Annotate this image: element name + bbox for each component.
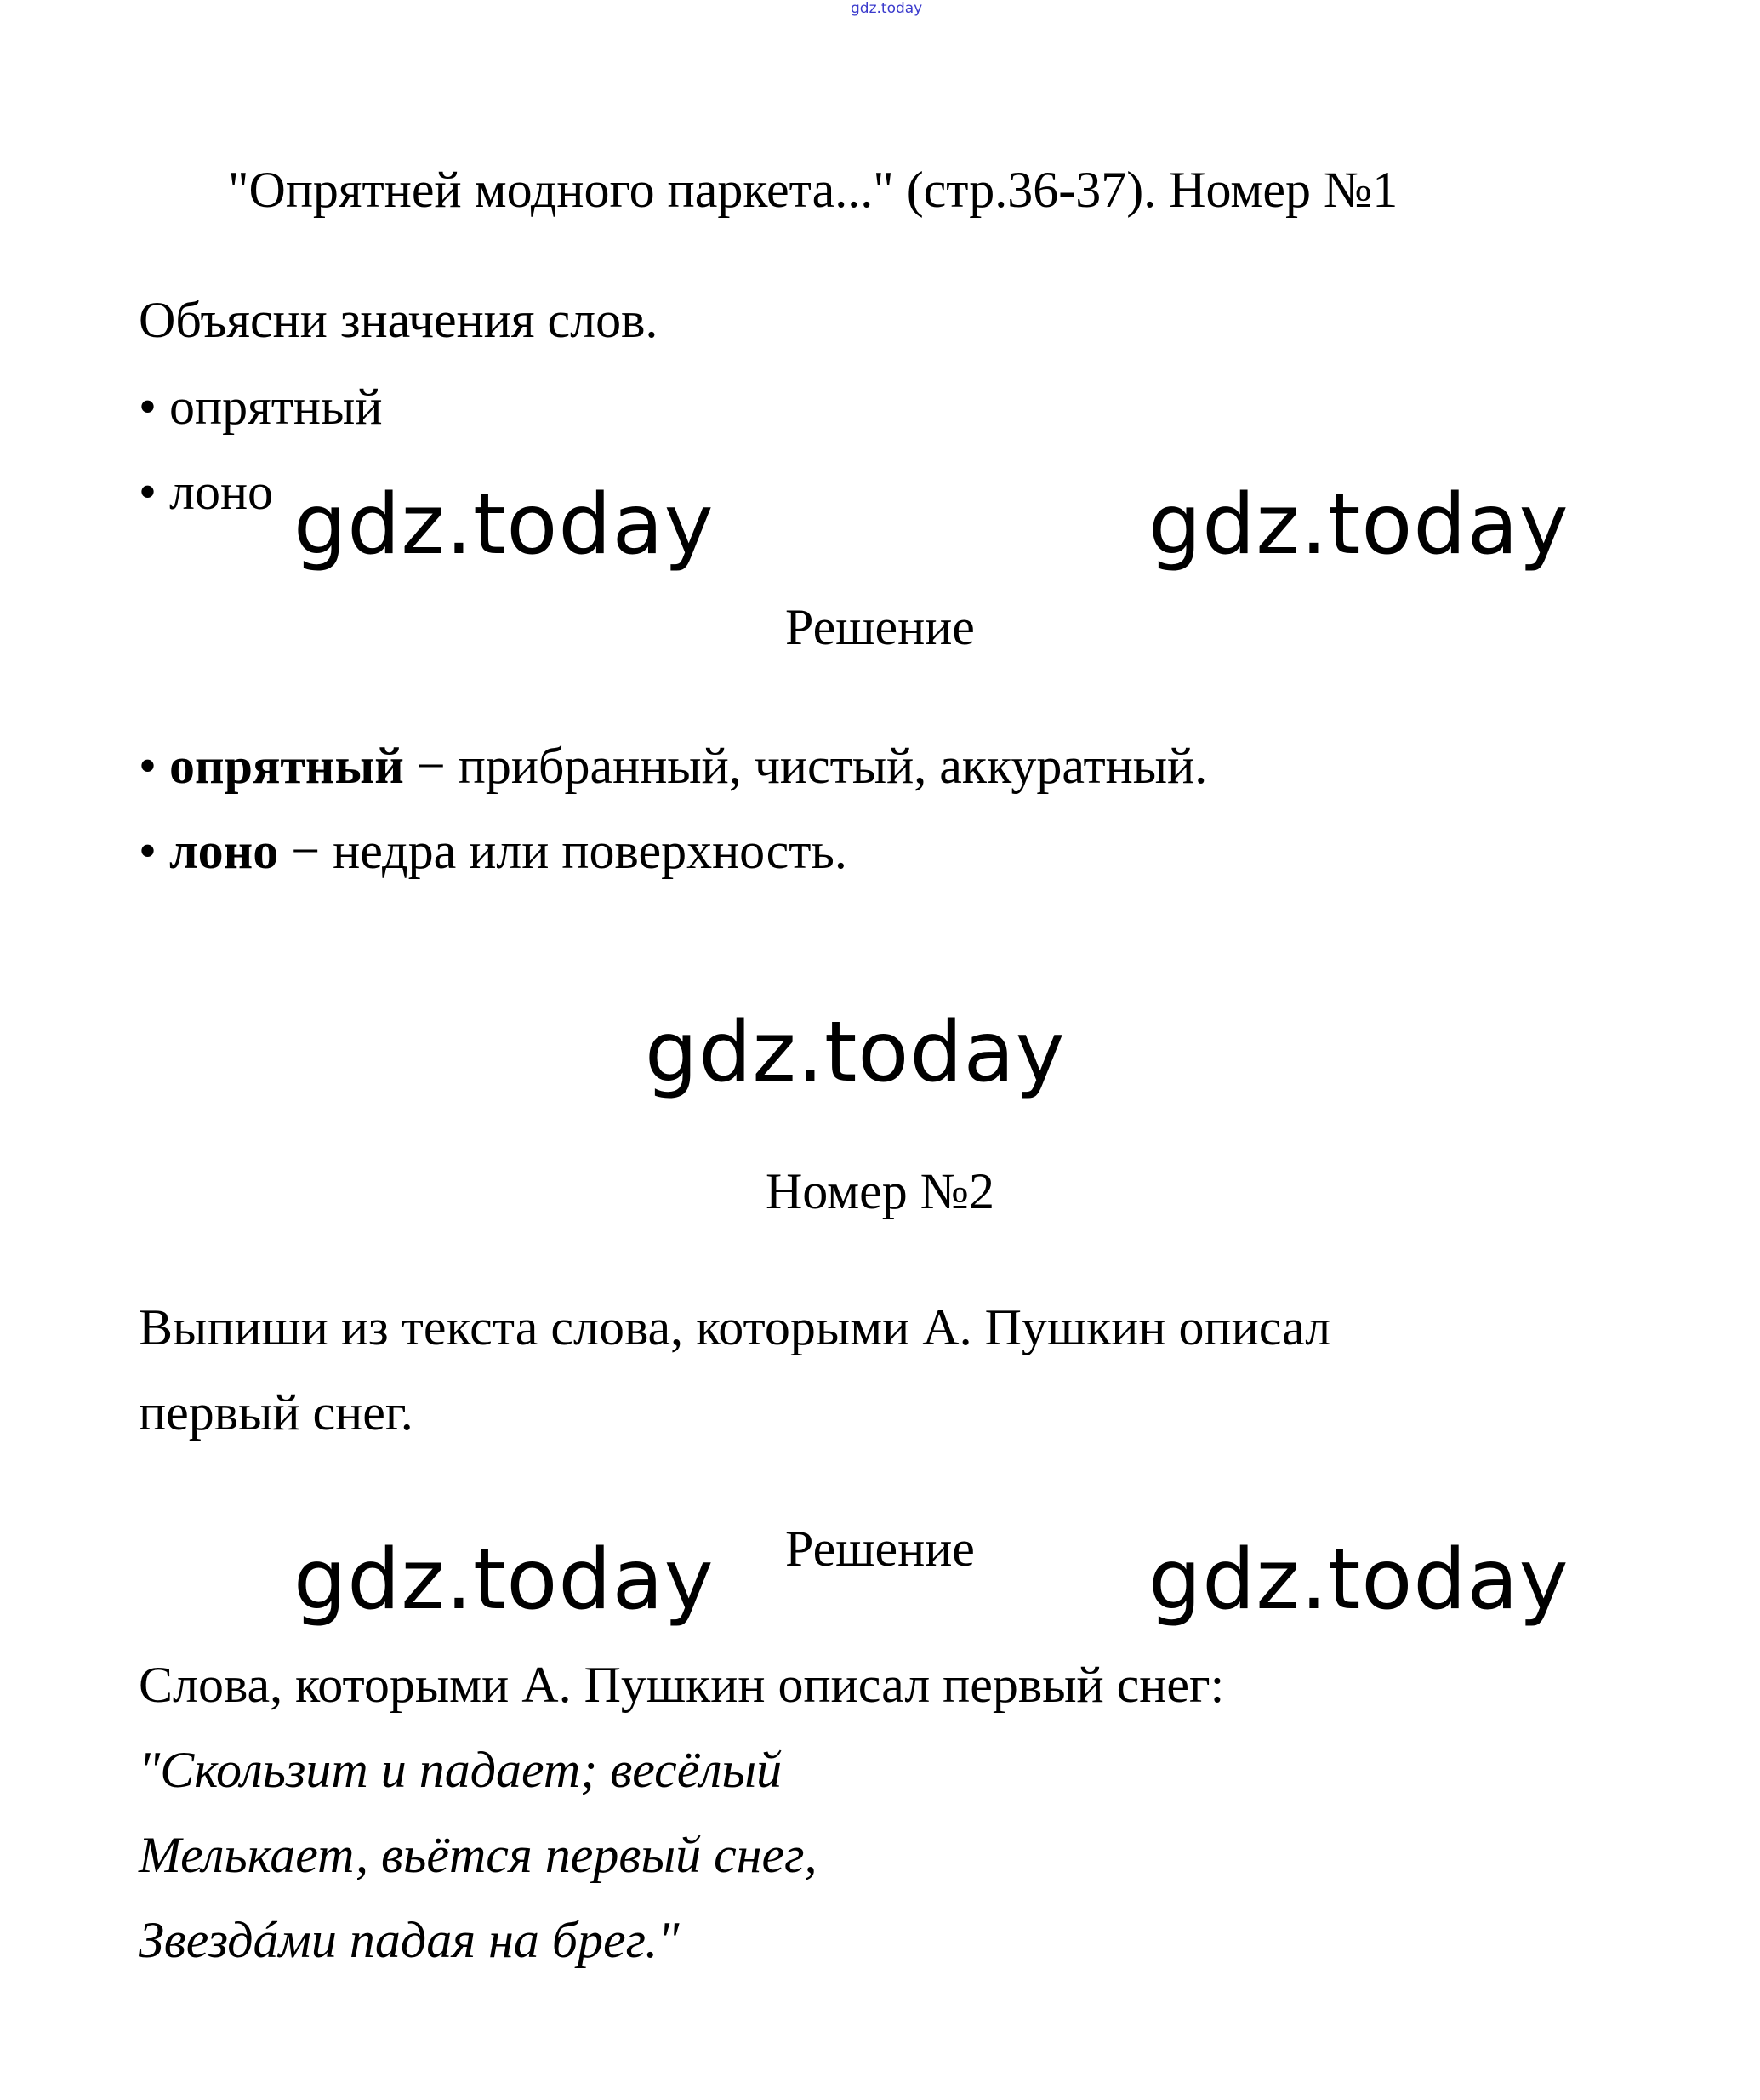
- task2-question-line2: первый снег.: [139, 1384, 413, 1441]
- task1-item-2: • лоно: [139, 464, 274, 520]
- task2-solution-label: Решение: [785, 1521, 975, 1577]
- watermark-logo: gdz.today: [293, 476, 715, 574]
- watermark-logo: gdz.today: [1148, 1532, 1569, 1629]
- answer-term: лоно: [169, 823, 279, 879]
- answer-term: опрятный: [169, 738, 404, 794]
- answer-definition: − недра или поверхность.: [278, 823, 847, 879]
- watermark-logo: gdz.today: [293, 1532, 715, 1629]
- answer-definition: − прибранный, чистый, аккуратный.: [403, 738, 1208, 794]
- poem-line-2: Мелькает, вьётся первый снег,: [139, 1827, 817, 1883]
- answer-bullet: •: [139, 738, 170, 794]
- task1-solution-label: Решение: [785, 599, 975, 655]
- task2-title: Номер №2: [765, 1163, 995, 1219]
- watermark-logo: gdz.today: [1148, 476, 1569, 574]
- task1-answer-2: [139, 823, 847, 879]
- task1-item-1: • опрятный: [139, 379, 383, 435]
- header-watermark: gdz.today: [851, 0, 923, 17]
- poem-line-1: "Скользит и падает; весёлый: [139, 1742, 783, 1798]
- task1-question: Объясни значения слов.: [139, 292, 658, 348]
- watermark-logo: gdz.today: [645, 1004, 1066, 1101]
- task2-answer-intro: Слова, которыми А. Пушкин описал первый снег:: [139, 1657, 1225, 1713]
- task1-answer-1: [139, 738, 1208, 794]
- task1-title: "Опрятней модного паркета..." (стр.36-37). Номер №1: [228, 162, 1398, 218]
- poem-line-3: Звездáми падая на брег.": [139, 1912, 680, 1968]
- task2-question-line1: Выпиши из текста слова, которыми А. Пушкин описал: [139, 1299, 1331, 1355]
- answer-bullet: •: [139, 823, 170, 879]
